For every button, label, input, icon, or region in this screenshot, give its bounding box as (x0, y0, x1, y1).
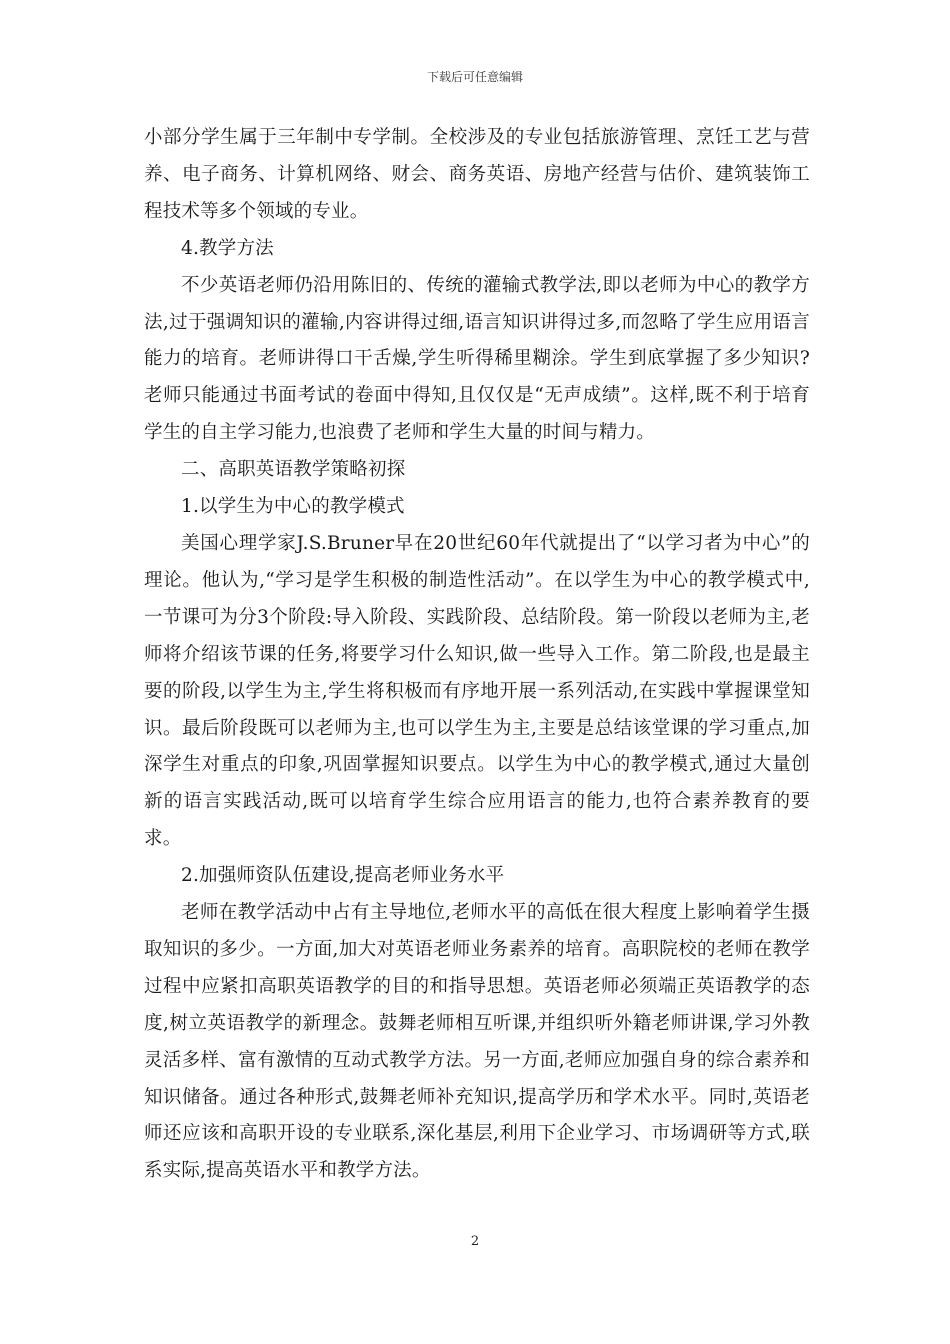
section-heading-teaching-methods: 4.教学方法 (181, 237, 274, 259)
paragraph-teacher-development: 老师在教学活动中占有主导地位,老师水平的高低在很大程度上影响着学生摄取知识的多少。一方面,加大对英语老师业务素养的培育。高职院校的老师在教学过程中应紧扣高职英语教学的目的和指导思想。英语老师必须端正英语教学的态度,树立英语教学的新理念。鼓舞老师相互听课,并组织听外籍老师讲课,学习外教灵活多样、富有激情的互动式教学方法。另一方面,老师应加强自身的综合素养和知识储备。通过各种形式,鼓舞老师补充知识,提高学历和学术水平。同时,英语老师还应该和高职开设的专业联系,深化基层,利用下企业学习、市场调研等方式,联系实际,提高英语水平和教学方法。 (144, 902, 810, 1182)
subsection-heading-teacher-development: 2.加强师资队伍建设,提高老师业务水平 (181, 865, 505, 887)
paragraph-teaching-methods: 不少英语老师仍沿用陈旧的、传统的灌输式教学法,即以老师为中心的教学方法,过于强调知识的灌输,内容讲得过细,语言知识讲得过多,而忽略了学生应用语言能力的培育。老师讲得口干舌燥,学生听得稀里糊涂。学生到底掌握了多少知识?老师只能通过书面考试的卷面中得知,且仅仅是“无声成绩”。这样,既不利于培育学生的自主学习能力,也浪费了老师和学生大量的时间与精力。 (144, 274, 810, 444)
section-heading-strategies: 二、高职英语教学策略初探 (181, 459, 406, 481)
page-number: 2 (470, 1234, 480, 1249)
paragraph-continued: 小部分学生属于三年制中专学制。全校涉及的专业包括旅游管理、烹饪工艺与营养、电子商务、计算机网络、财会、商务英语、房地产经营与估价、建筑装饰工程技术等多个领域的专业。 (144, 127, 810, 222)
subsection-heading-student-centered: 1.以学生为中心的教学模式 (181, 496, 405, 518)
document-body (144, 120, 810, 1190)
paragraph-student-centered: 美国心理学家J.S.Bruner早在20世纪60年代就提出了“以学习者为中心”的理论。他认为,“学习是学生积极的制造性活动”。在以学生为中心的教学模式中,一节课可为分3个阶段:导入阶段、实践阶段、总结阶段。第一阶段以老师为主,老师将介绍该节课的任务,将要学习什么知识,做一些导入工作。第二阶段,也是最主要的阶段,以学生为主,学生将积极而有序地开展一系列活动,在实践中掌握课堂知识。最后阶段既可以老师为主,也可以学生为主,主要是总结该堂课的学习重点,加深学生对重点的印象,巩固掌握知识要点。以学生为中心的教学模式,通过大量创新的语言实践活动,既可以培育学生综合应用语言的能力,也符合素养教育的要求。 (144, 532, 810, 850)
page-header: 下载后可任意编辑 (426, 70, 523, 84)
